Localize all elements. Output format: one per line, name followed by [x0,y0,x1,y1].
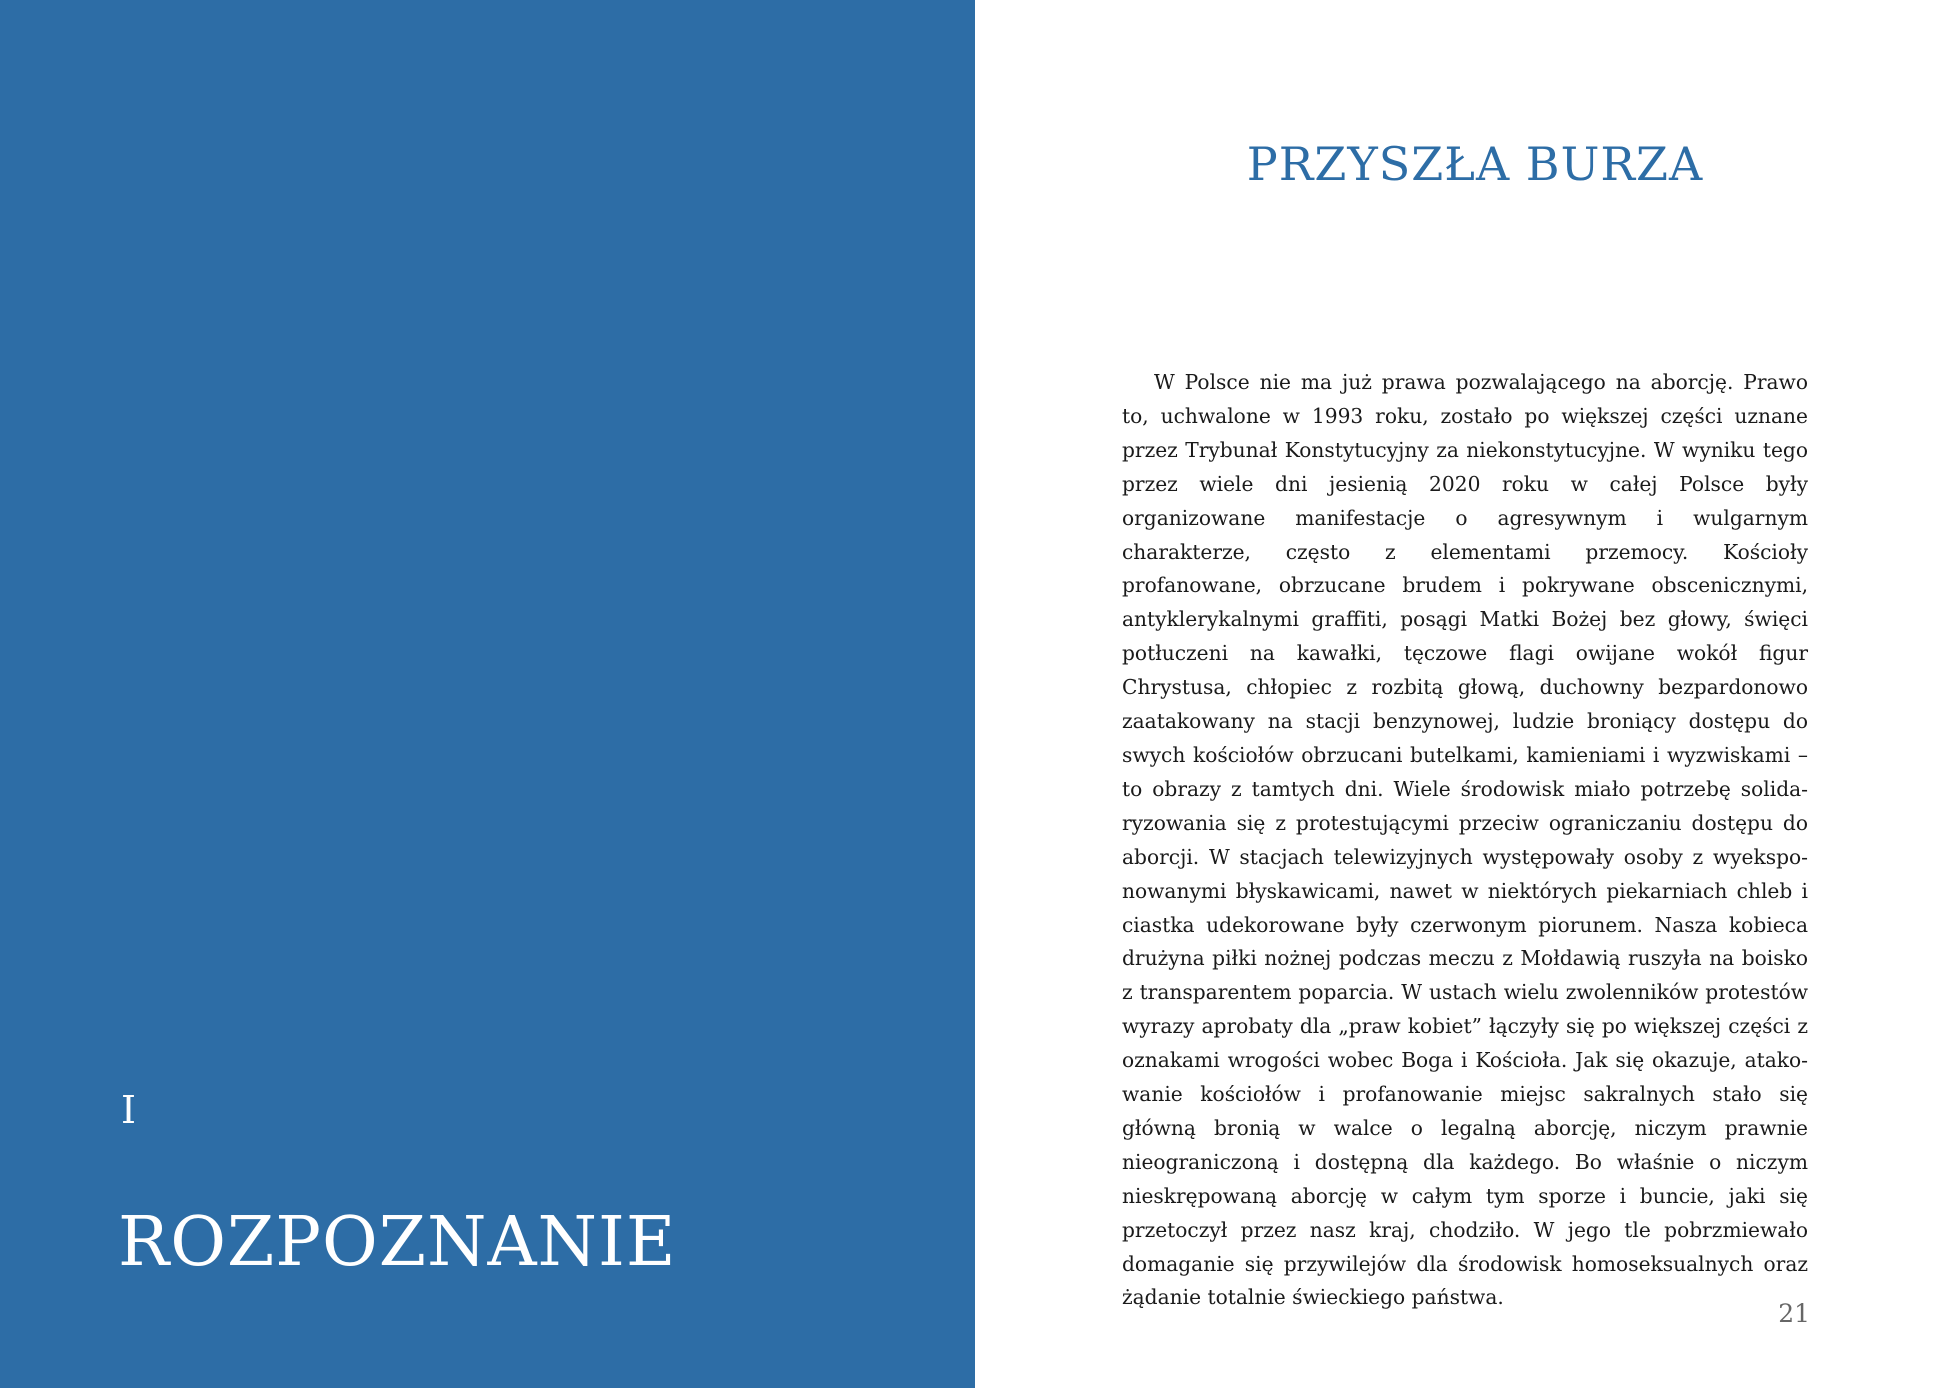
right-page [975,0,1949,1388]
body-paragraph: W Polsce nie ma już prawa pozwalającego na aborcję. Prawo to, uchwalone w 1993 roku, zostało po większej części uznane przez Trybunał Konstytucyjny za niekonstytucyjne. W wyniku tego przez wiele dni jesienią 2020 roku w całej Polsce były organizowane manifestacje o agresywnym i wulgarnym charakterze, często z elementami przemocy. Kościoły profanowane, obrzucane brudem i pokrywane obscenicznymi, antyklerykalnymi graffiti, posągi Matki Bożej bez głowy, święci potłuczeni na kawałki, tęczowe flagi owijane wokół figur Chrystusa, chłopiec z rozbitą głową, duchowny bezpardonowo zaatakowany na stacji benzynowej, ludzie broniący dostępu do swych kościołów obrzucani butelkami, kamieniami i wyzwiskami – to obrazy z tamtych dni. Wiele środowisk miało potrzebę solidaryzowania się z protestującymi przeciw ograniczaniu dostępu do aborcji. W stacjach telewizyjnych występowały osoby z wyeksponowanymi błyskawicami, nawet w niektórych piekarniach chleb i ciastka udekorowane były czerwonym piorunem. Nasza kobieca drużyna piłki nożnej podczas meczu z Mołdawią ruszyła na boisko z transparentem poparcia. W ustach wielu zwolenników protestów wyrazy aprobaty dla „praw kobiet” łączyły się po większej części z oznakami wrogości wobec Boga i Kościoła. Jak się okazuje, atakowanie kościołów i profanowanie miejsc sakralnych stało się główną bronią w walce o legalną aborcję, niczym prawnie nieograniczoną i dostępną dla każdego. Bo właśnie o niczym nieskrępowaną aborcję w całym tym sporze i buncie, jaki się przetoczył przez nasz kraj, chodziło. W jego tle pobrzmiewało domaganie się przywilejów dla środowisk homoseksualnych oraz żądanie totalnie świeckiego państwa. [1122,370,1808,1310]
page-number: 21 [1778,1299,1810,1328]
part-title: ROZPOZNANIE [118,1203,677,1282]
chapter-title: PRZYSZŁA BURZA [1246,137,1704,191]
part-number: I [121,1088,137,1132]
